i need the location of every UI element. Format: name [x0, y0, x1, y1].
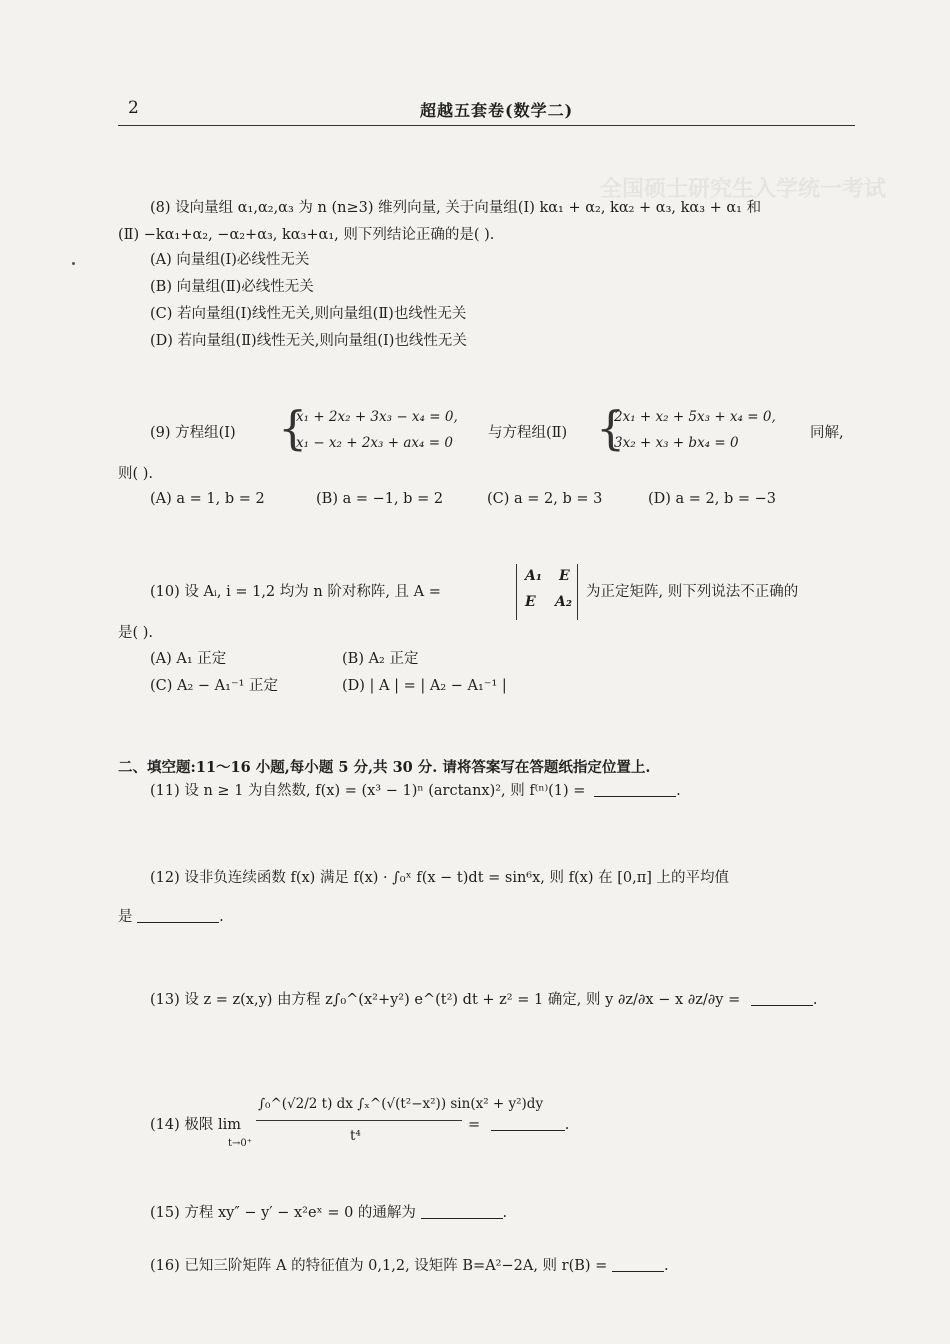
q10-block-matrix — [516, 564, 578, 620]
q16-end: . — [663, 1258, 669, 1274]
q9-prefix: (9) 方程组(Ⅰ) — [150, 425, 236, 441]
q10-option-d: (D) | A | = | A₂ − A₁⁻¹ | — [342, 678, 507, 694]
q12-then-line — [118, 907, 224, 927]
q9-system-2-eq2: 3x₂ + x₃ + bx₄ = 0 — [614, 435, 739, 451]
q10-option-b: (B) A₂ 正定 — [342, 651, 419, 667]
q10-option-a: (A) A₁ 正定 — [150, 651, 227, 667]
q11-stem: (11) 设 n ≥ 1 为自然数, f(x) = (x³ − 1)ⁿ (arctanx)², 则 f⁽ⁿ⁾(1) = — [150, 783, 586, 799]
header-divider — [118, 125, 855, 126]
q12-end: . — [219, 909, 224, 925]
q9-option-b: (B) a = −1, b = 2 — [316, 491, 444, 507]
q9-system-1-eq2: x₁ − x₂ + 2x₃ + ax₄ = 0 — [296, 435, 453, 451]
q10-prefix: (10) 设 Aᵢ, i = 1,2 均为 n 阶对称阵, 且 A = — [150, 584, 441, 600]
q9-brace-1: { — [278, 401, 308, 455]
q16-stem: (16) 已知三阶矩阵 A 的特征值为 0,1,2, 设矩阵 B=A²−2A, 则 r(B) = — [150, 1258, 608, 1274]
q15-end: . — [502, 1205, 508, 1221]
q9-system-1 — [296, 404, 458, 456]
q13-stem: (13) 设 z = z(x,y) 由方程 z∫₀^(x²+y²) e^(t²) dt + z² = 1 确定, 则 y ∂z/∂x − x ∂z/∂y = — [150, 992, 741, 1008]
q9-brace-2: { — [596, 401, 626, 455]
q8-option-d: (D) 若向量组(Ⅱ)线性无关,则向量组(Ⅰ)也线性无关 — [150, 333, 467, 349]
bleed-through-text: 全国硕士研究生入学统一考试 — [600, 176, 887, 202]
q15-answer-blank[interactable] — [421, 1204, 503, 1219]
q12-stem: (12) 设非负连续函数 f(x) 满足 f(x) · ∫₀ˣ f(x − t)dt = sin⁶x, 则 f(x) 在 [0,π] 上的平均值 — [150, 870, 729, 886]
q13-answer-blank[interactable] — [751, 991, 813, 1006]
q9-option-c: (C) a = 2, b = 3 — [487, 491, 603, 507]
q14-numerator: ∫₀^(√2/2 t) dx ∫ₓ^(√(t²−x²)) sin(x² + y²)dy — [258, 1096, 544, 1112]
matrix-a11: A₁ — [525, 568, 542, 584]
q16-text — [150, 1256, 669, 1276]
q8-option-a: (A) 向量组(Ⅰ)必线性无关 — [150, 252, 310, 268]
q14-fraction-bar — [256, 1120, 462, 1121]
q9-option-d: (D) a = 2, b = −3 — [648, 491, 777, 507]
scan-speck — [72, 262, 75, 265]
q8-option-c: (C) 若向量组(Ⅰ)线性无关,则向量组(Ⅱ)也线性无关 — [150, 306, 467, 322]
matrix-a21: E — [525, 594, 536, 610]
page-number: 2 — [128, 98, 139, 118]
q11-end: . — [676, 783, 681, 799]
q8-stem-line1: (8) 设向量组 α₁,α₂,α₃ 为 n (n≥3) 维列向量, 关于向量组(Ⅰ) kα₁ + α₂, kα₂ + α₃, kα₃ + α₁ 和 — [150, 200, 762, 216]
q14-answer-blank[interactable] — [491, 1116, 565, 1131]
q9-system-2 — [614, 404, 776, 456]
q14-denominator: t⁴ — [350, 1128, 361, 1144]
q10-option-c: (C) A₂ − A₁⁻¹ 正定 — [150, 678, 279, 694]
q15-text — [150, 1203, 507, 1223]
q11-text — [150, 781, 681, 801]
q14-limit-subscript: t→0⁺ — [228, 1138, 253, 1149]
q8-option-b: (B) 向量组(Ⅱ)必线性无关 — [150, 279, 314, 295]
q9-option-a: (A) a = 1, b = 2 — [150, 491, 265, 507]
matrix-a12: E — [559, 568, 570, 584]
q14-equals-line — [468, 1115, 569, 1135]
q10-then: 是( ). — [118, 625, 154, 641]
matrix-a22: A₂ — [555, 594, 572, 610]
section-2-heading: 二、填空题:11～16 小题,每小题 5 分,共 30 分. 请将答案写在答题纸指定位置上. — [118, 759, 651, 776]
q12-then: 是 — [118, 909, 133, 925]
q10-suffix: 为正定矩阵, 则下列说法不正确的 — [586, 584, 799, 600]
q13-end: . — [812, 992, 818, 1008]
q9-middle: 与方程组(Ⅱ) — [488, 425, 568, 441]
q9-then: 则( ). — [118, 466, 154, 482]
q9-system-1-eq1: x₁ + 2x₂ + 3x₃ − x₄ = 0, — [296, 409, 458, 425]
q8-stem-line2: (Ⅱ) −kα₁+α₂, −α₂+α₃, kα₃+α₁, 则下列结论正确的是( ). — [118, 227, 495, 243]
q9-suffix: 同解, — [810, 425, 844, 441]
q14-prefix: (14) 极限 lim — [150, 1117, 242, 1133]
q14-equals: = — [468, 1117, 481, 1133]
q9-system-2-eq1: 2x₁ + x₂ + 5x₃ + x₄ = 0, — [614, 409, 776, 425]
q15-stem: (15) 方程 xy″ − y′ − x²eˣ = 0 的通解为 — [150, 1205, 416, 1221]
q14-end: . — [564, 1117, 570, 1133]
page-header-title: 超越五套卷(数学二) — [420, 101, 574, 120]
q13-text — [150, 990, 817, 1010]
q16-answer-blank[interactable] — [612, 1257, 664, 1272]
q11-answer-blank[interactable] — [594, 782, 676, 797]
q12-answer-blank[interactable] — [137, 908, 219, 923]
